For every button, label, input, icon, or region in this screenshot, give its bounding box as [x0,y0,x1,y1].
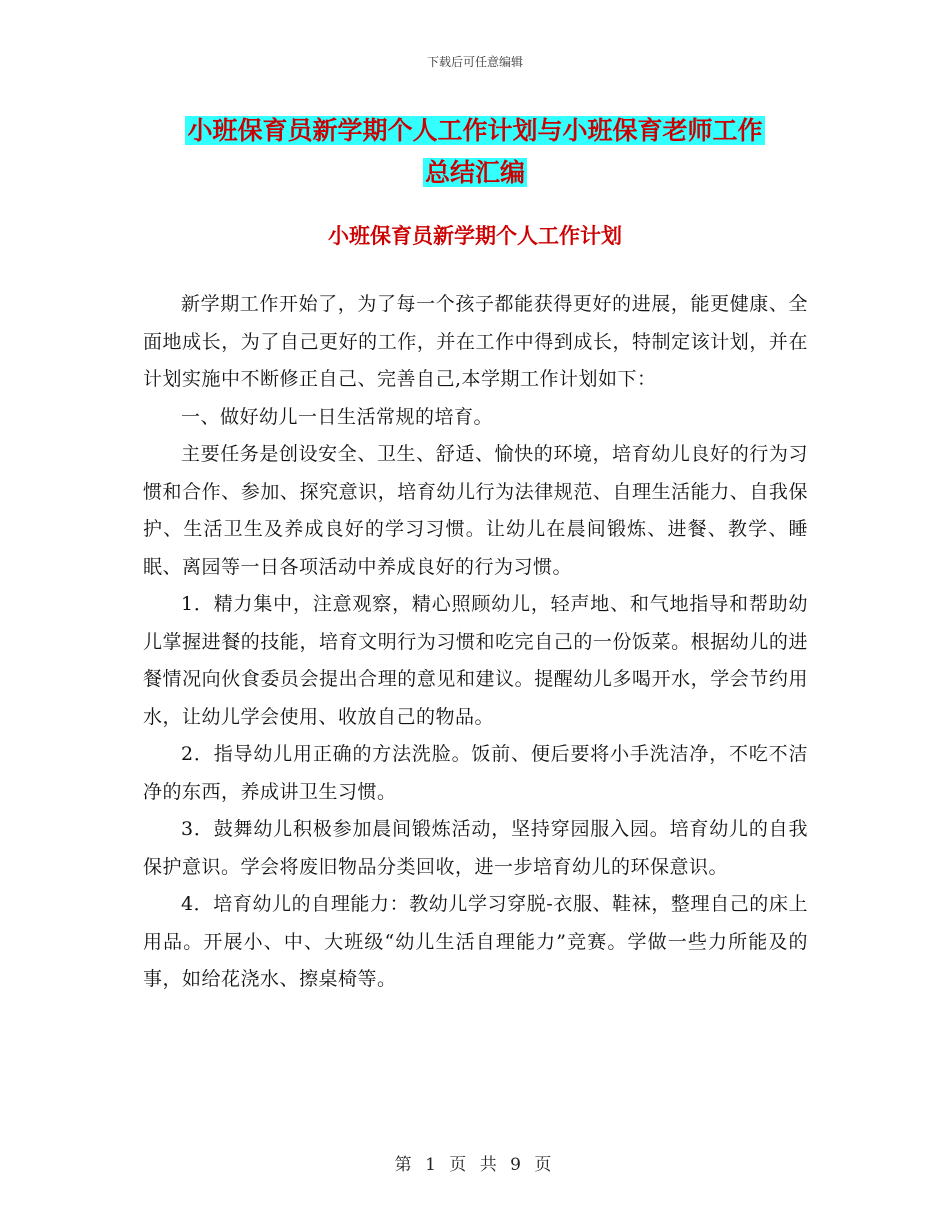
document-title [0,110,950,194]
title-line-2: 总结汇编 [424,158,525,187]
paragraph-item-3: 3．鼓舞幼儿积极参加晨间锻炼活动，坚持穿园服入园。培育幼儿的自我保护意识。学会将废旧物品分类回收，进一步培育幼儿的环保意识。 [143,818,808,878]
paragraph-heading-1: 一、做好幼儿一日生活常规的培育。 [181,405,494,428]
paragraph-item-1: 1．精力集中，注意观察，精心照顾幼儿，轻声地、和气地指导和帮助幼儿掌握进餐的技能，培育文明行为习惯和吃完自己的一份饭菜。根据幼儿的进餐情况向伙食委员会提出合理的意见和建议。提醒幼儿多喝开水，学会节约用水，让幼儿学会使用、收放自己的物品。 [143,593,808,728]
paragraph-intro: 新学期工作开始了，为了每一个孩子都能获得更好的进展，能更健康、全面地成长，为了自己更好的工作，并在工作中得到成长，特制定该计划，并在计划实施中不断修正自己、完善自己,本学期工作计划如下： [143,293,808,390]
body-text [143,286,808,999]
header-note: 下载后可任意编辑 [426,55,523,69]
title-line-1: 小班保育员新学期个人工作计划与小班保育老师工作 [187,116,763,145]
page-footer: 第 1 页 共 9 页 [394,1155,556,1175]
paragraph-main-task: 主要任务是创设安全、卫生、舒适、愉快的环境，培育幼儿良好的行为习惯和合作、参加、探究意识，培育幼儿行为法律规范、自理生活能力、自我保护、生活卫生及养成良好的学习习惯。让幼儿在晨间锻炼、进餐、教学、睡眠、离园等一日各项活动中养成良好的行为习惯。 [143,443,808,578]
page-header [0,55,950,69]
paragraph-item-2: 2．指导幼儿用正确的方法洗脸。饭前、便后要将小手洗洁净，不吃不洁净的东西，养成讲卫生习惯。 [143,743,808,803]
paragraph-item-4: 4．培育幼儿的自理能力：教幼儿学习穿脱-衣服、鞋袜，整理自己的床上用品。开展小、中、大班级“幼儿生活自理能力”竞赛。学做一些力所能及的事，如给花浇水、擦桌椅等。 [143,893,808,990]
section-title: 小班保育员新学期个人工作计划 [328,224,622,248]
